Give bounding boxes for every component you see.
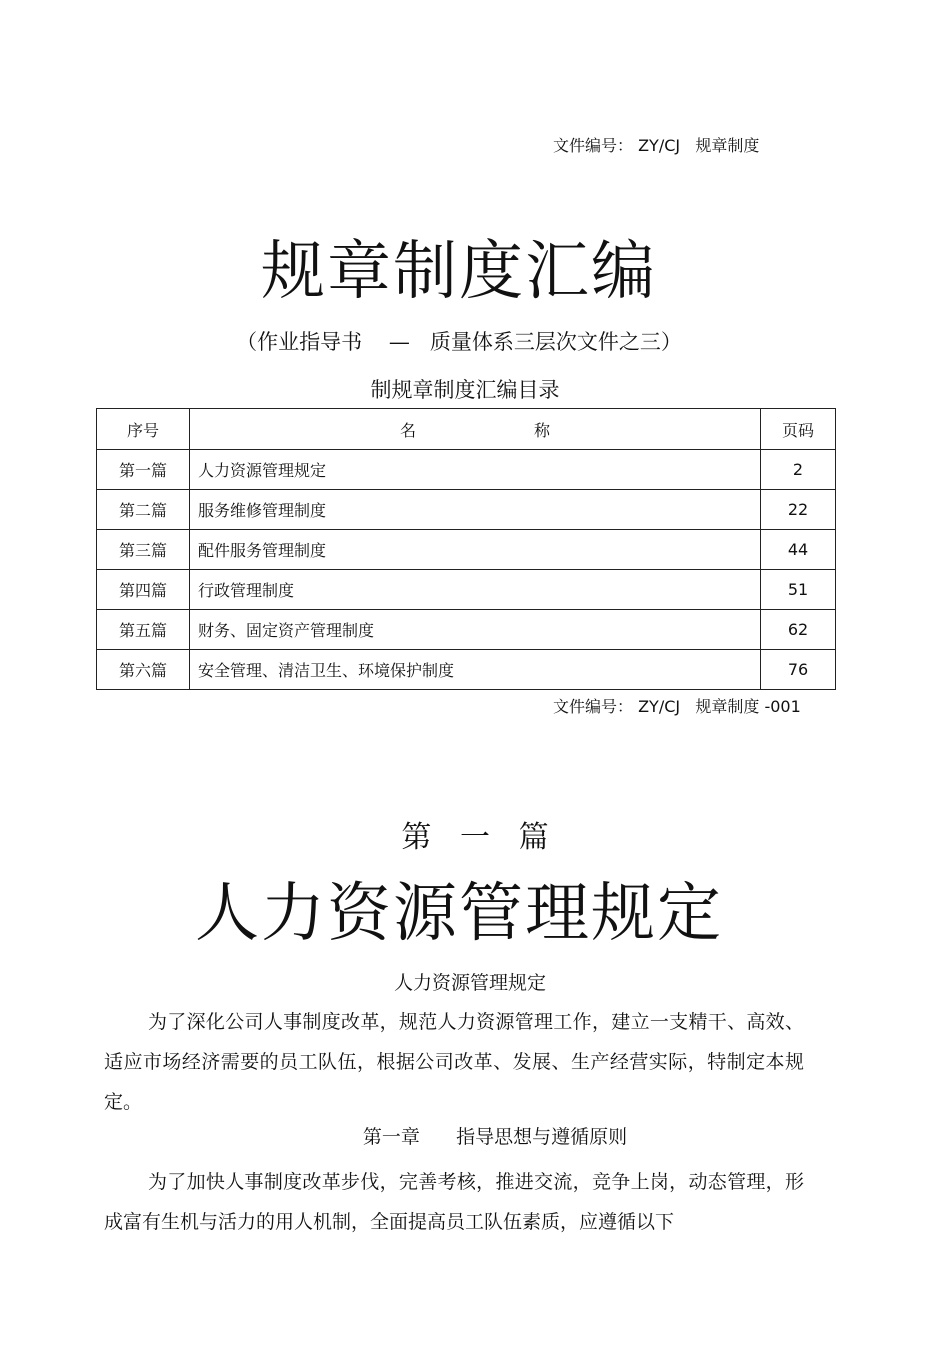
toc-header-row — [97, 409, 836, 450]
section-title: 人力资源管理规定 — [393, 972, 546, 994]
toc-row-name: 服务维修管理制度 — [190, 490, 761, 530]
chapter-title: 第一章 指导思想与遵循原则 — [362, 1126, 628, 1148]
toc-header-name-part2: 称 — [534, 420, 551, 440]
toc-row-page: 62 — [761, 610, 836, 650]
toc-row[interactable] — [97, 650, 836, 690]
toc-row-page: 44 — [761, 530, 836, 570]
toc-row-name: 安全管理、清洁卫生、环境保护制度 — [190, 650, 761, 690]
toc-row-name: 行政管理制度 — [190, 570, 761, 610]
file-number-part1: 文件编号： ZY/CJ 规章制度 -001 — [553, 697, 801, 716]
toc-row[interactable] — [97, 570, 836, 610]
toc-row[interactable] — [97, 530, 836, 570]
toc-row-index: 第六篇 — [97, 650, 190, 690]
toc-row[interactable] — [97, 450, 836, 490]
part-title: 人力资源管理规定 — [195, 877, 723, 951]
toc-row-page: 2 — [761, 450, 836, 490]
toc-row[interactable] — [97, 490, 836, 530]
toc-row-index: 第二篇 — [97, 490, 190, 530]
intro-paragraph: 为了深化公司人事制度改革，规范人力资源管理工作，建立一支精干、高效、适应市场经济需要的员工队伍，根据公司改革、发展、生产经营实际，特制定本规定。 — [104, 1011, 804, 1113]
toc-header-page: 页码 — [761, 409, 836, 450]
toc-row-index: 第三篇 — [97, 530, 190, 570]
toc-row-name: 人力资源管理规定 — [190, 450, 761, 490]
toc-table — [96, 408, 836, 690]
part-label: 第 一 篇 — [401, 820, 549, 855]
chapter-paragraph: 为了加快人事制度改革步伐，完善考核，推进交流，竞争上岗，动态管理，形成富有生机与活力的用人机制，全面提高员工队伍素质，应遵循以下 — [104, 1171, 804, 1233]
toc-header-name — [190, 409, 761, 450]
toc-row-page: 22 — [761, 490, 836, 530]
toc-row-name: 财务、固定资产管理制度 — [190, 610, 761, 650]
toc-row-page: 76 — [761, 650, 836, 690]
toc-title: 制规章制度汇编目录 — [370, 378, 560, 402]
toc-row-index: 第五篇 — [97, 610, 190, 650]
toc-header-index: 序号 — [97, 409, 190, 450]
toc-row-name: 配件服务管理制度 — [190, 530, 761, 570]
toc-row[interactable] — [97, 610, 836, 650]
toc-row-page: 51 — [761, 570, 836, 610]
toc-row-index: 第四篇 — [97, 570, 190, 610]
file-number-header: 文件编号： ZY/CJ 规章制度 — [553, 136, 760, 155]
document-main-title: 规章制度汇编 — [261, 235, 657, 309]
toc-row-index: 第一篇 — [97, 450, 190, 490]
toc-header-name-part1: 名 — [399, 420, 416, 440]
document-subtitle: （作业指导书 — 质量体系三层次文件之三） — [236, 330, 682, 354]
